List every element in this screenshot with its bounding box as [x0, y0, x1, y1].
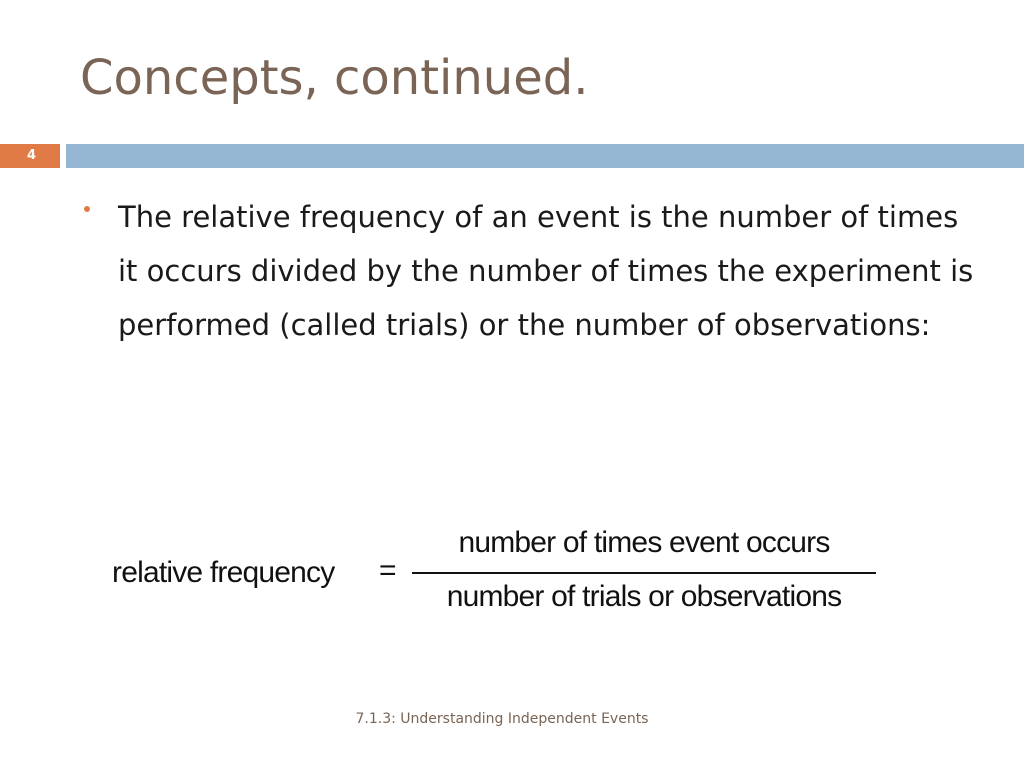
formula-lhs: relative frequency	[112, 556, 335, 589]
bullet-icon	[84, 206, 90, 212]
slide-number: 4	[0, 144, 60, 168]
slide-title: Concepts, continued.	[80, 50, 589, 106]
fraction-bar	[412, 572, 876, 574]
formula	[112, 526, 892, 626]
formula-equals-sign: =	[379, 554, 397, 587]
header-bar	[66, 144, 1024, 168]
slide-footer: 7.1.3: Understanding Independent Events	[355, 711, 649, 727]
formula-numerator: number of times event occurs	[458, 526, 830, 559]
formula-denominator: number of trials or observations	[446, 580, 842, 613]
bullet-text: The relative frequency of an event is the number of times it occurs divided by the number of times the experiment is performed (called trials) or the number of observations:	[118, 200, 974, 342]
